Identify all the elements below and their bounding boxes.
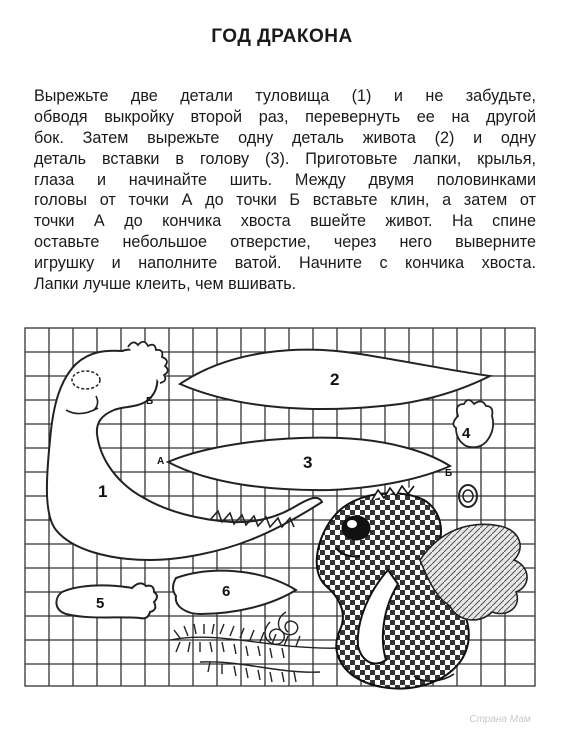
piece-label-body: 1 [98,482,108,501]
piece-label-paw: 5 [96,595,105,612]
point-label-a: А [157,456,165,467]
instruction-line: Вырежьте две детали туловища (1) и не забудьте, [34,87,536,105]
instruction-line: головы от точки А до точки Б вставьте клин, а затем от [34,191,536,210]
instruction-line: игрушку и наполните ватой. Начните с кончика хвоста. [34,254,536,273]
instruction-line: точки А до кончика хвоста вшейте живот. На спине [34,212,536,231]
instruction-line: оставьте небольшое отверстие, через него выверните [34,233,536,252]
instruction-line: бок. Затем вырежьте одну деталь живота (2) и одну [34,128,536,147]
point-label-b: Б [445,468,453,479]
watermark: Страна Мам [469,714,531,725]
piece-label-head-insert: 3 [303,453,313,472]
piece-label-belly: 2 [330,370,340,389]
instruction-line: Лапки лучше клеить, чем вшивать. [34,275,297,294]
pattern-piece-paw [56,583,157,618]
piece-label-leg: 6 [222,583,231,600]
page-title: ГОД ДРАКОНА [211,26,353,47]
instruction-line: обводя выкройку второй раз, перевернуть ее на другой [34,107,536,126]
instruction-line: деталь вставки в голову (3). Приготовьте лапки, крылья, [34,149,536,168]
point-label-b-head: Б [146,396,154,407]
instruction-line: глаза и начинайте шить. Между двумя половинками [34,170,536,189]
piece-label-wing: 4 [462,425,471,442]
